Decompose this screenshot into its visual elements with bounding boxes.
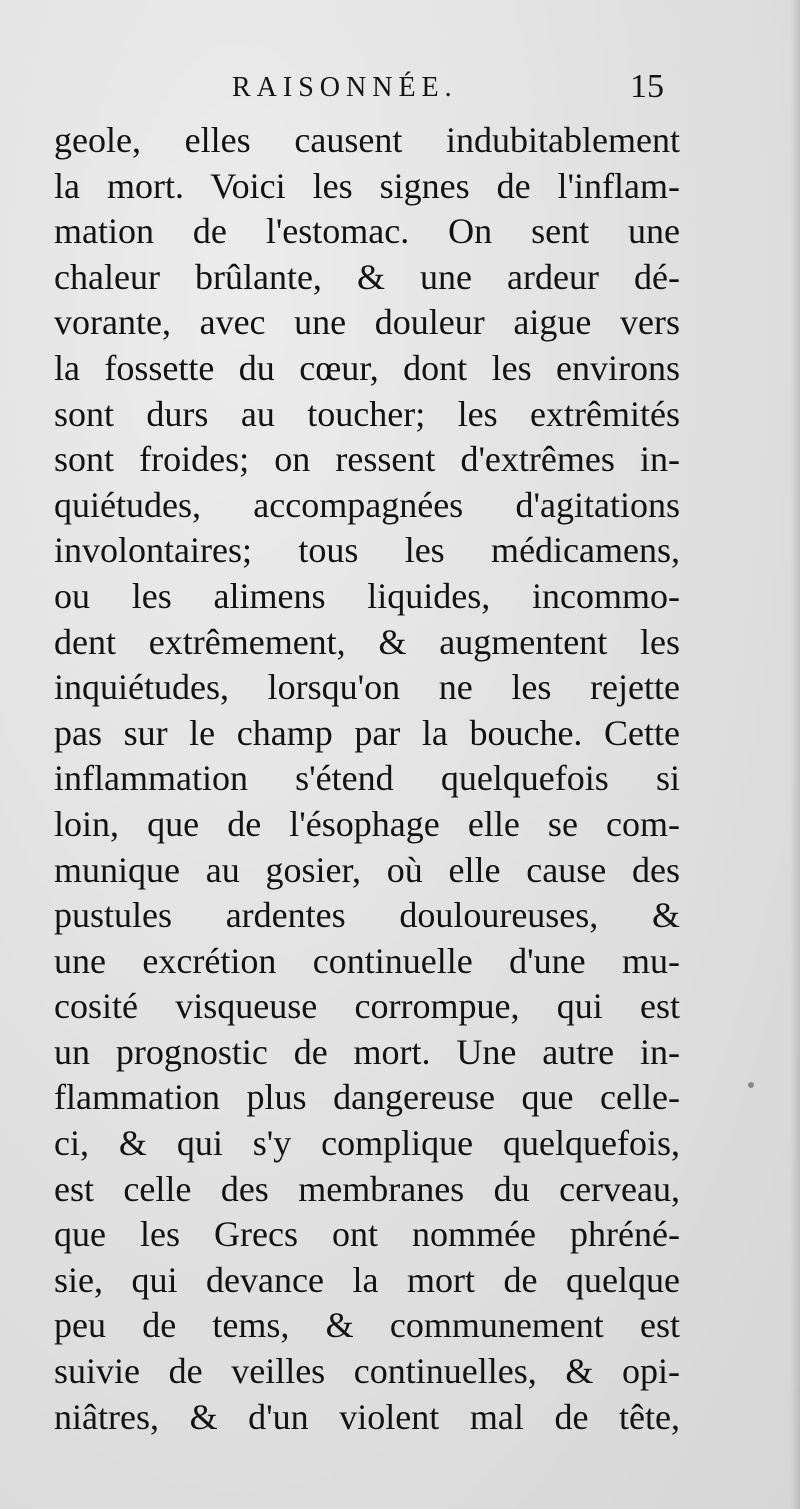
text-line: involontaires; tous les médicamens, xyxy=(54,530,680,571)
text-line: la fossette du cœur, dont les environs xyxy=(54,347,680,388)
text-line: pas sur le champ par la bouche. Cette xyxy=(54,712,680,753)
page-edge-shadow xyxy=(790,0,800,1509)
text-line: peu de tems, & communement est xyxy=(54,1305,680,1346)
text-line: suivie de veilles continuelles, & opi- xyxy=(54,1351,680,1392)
text-line: pustules ardentes douloureuses, & xyxy=(54,895,680,936)
text-line: mation de l'estomac. On sent une xyxy=(54,211,680,252)
text-line: ou les alimens liquides, incommo- xyxy=(54,575,680,616)
text-line: une excrétion continuelle d'une mu- xyxy=(54,940,680,981)
text-line: sont froides; on ressent d'extrêmes in- xyxy=(54,439,680,480)
text-line: la mort. Voici les signes de l'inflam- xyxy=(54,165,680,206)
text-line: ci, & qui s'y complique quelquefois, xyxy=(54,1123,680,1164)
text-line: inquiétudes, lorsqu'on ne les rejette xyxy=(54,667,680,708)
page-number: 15 xyxy=(630,68,664,105)
text-line: quiétudes, accompagnées d'agitations xyxy=(54,484,680,525)
body-text xyxy=(54,118,680,1440)
text-line: geole, elles causent indubitablement xyxy=(54,120,680,160)
text-line: vorante, avec une douleur aigue vers xyxy=(54,302,680,343)
text-line: niâtres, & d'un violent mal de tête, xyxy=(54,1396,680,1437)
text-line: sie, qui devance la mort de quelque xyxy=(54,1259,680,1300)
text-line: dent extrêmement, & augmentent les xyxy=(54,621,680,662)
text-line: loin, que de l'ésophage elle se com- xyxy=(54,803,680,844)
text-line: cosité visqueuse corrompue, qui est xyxy=(54,986,680,1027)
text-line: sont durs au toucher; les extrêmités xyxy=(54,393,680,434)
text-line: chaleur brûlante, & une ardeur dé- xyxy=(54,256,680,297)
text-line: inflammation s'étend quelquefois si xyxy=(54,758,680,799)
running-head: RAISONNÉE. xyxy=(232,72,458,103)
paper-speck xyxy=(748,1082,754,1088)
text-line: un prognostic de mort. Une autre in- xyxy=(54,1031,680,1072)
text-line: munique au gosier, où elle cause des xyxy=(54,849,680,890)
text-line: que les Grecs ont nommée phréné- xyxy=(54,1214,680,1255)
text-line: flammation plus dangereuse que celle- xyxy=(54,1077,680,1118)
text-line: est celle des membranes du cerveau, xyxy=(54,1168,680,1209)
page-header xyxy=(0,68,800,112)
